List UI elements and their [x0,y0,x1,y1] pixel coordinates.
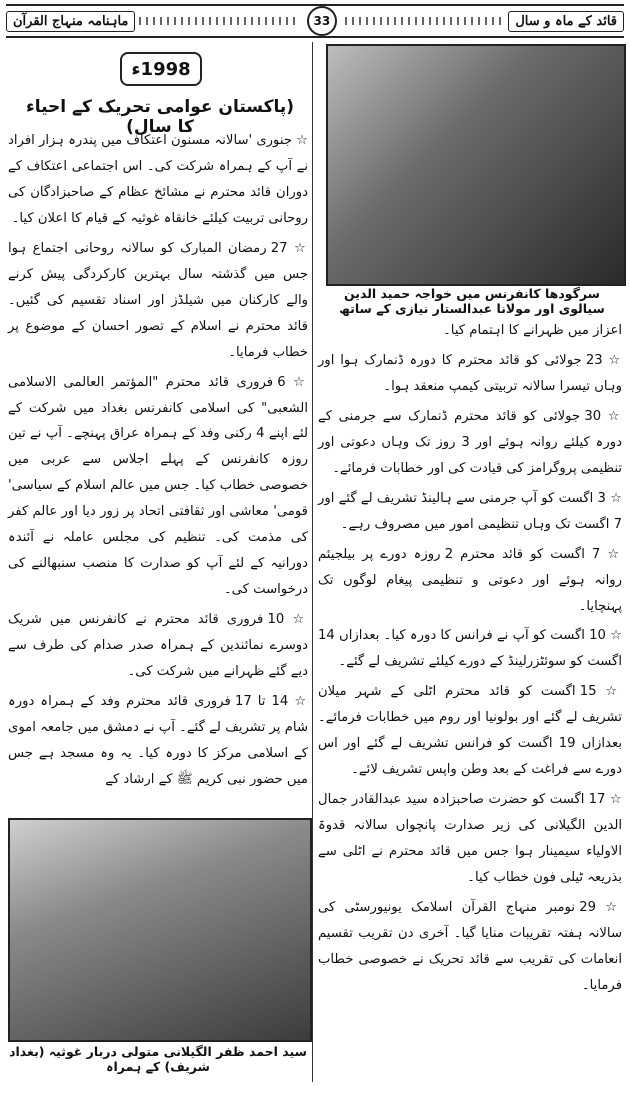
paragraph: ☆ 6 فروری قائد محترم "المؤتمر العالمی الاسلامی الشعبی" کی اسلامی کانفرنس بغداد میں شرکت کے لئے اپنے 4 رکنی وفد کے ہمراہ عراق پہنچے۔ آپ نے تین روزہ کانفرنس کے پہلے اجلاس سے عربی میں خصوصی خطاب کیا۔ جس میں عالم اسلام کے سیاسی' قومی' معاشی اور ثقافتی اتحاد پر زور دیا اور عالم کفر کی مذمت کی۔ تنظیم کی مجلس عاملہ نے آئندہ دورانیہ کے لئے آپ کو صدارت کا منصب سنبھالنے کی درخواست کی۔ [8,374,309,598]
header-ornament-strip [135,6,508,36]
section-title: قائد کے ماہ و سال [508,11,624,32]
paragraph: ☆ جنوری 'سالانہ مسنون اعتکاف میں پندرہ ہزار افراد نے آپ کے ہمراہ شرکت کی۔ اس اجتماعی اعتکاف کے دوران قائد محترم نے مشائخ عظام کے صاحبزادگان کی روحانی تربیت کیلئے خانقاہ غوثیہ کے قیام کا اعلان کیا۔ [8,133,308,226]
photo-caption-top: سرگودھا کانفرنس میں خواجہ حمید الدین سیالوی اور مولانا عبدالستار نیازی کے ساتھ [339,286,605,316]
paragraph: ☆ 29 نومبر منہاج القرآن اسلامک یونیورسٹی کی سالانہ ہفتہ تقریبات منایا گیا۔ آخری دن تقریب تقسیم انعامات کی تقریب سے قائد تحریک نے خصوصی خطاب فرمایا۔ [318,900,623,993]
paragraph: ☆ 17 اگست کو حضرت صاحبزادہ سید عبدالقادر جمال الدین الگیلانی کی زیر صدارت پانچواں سالانہ قدوۃ الاولیاء سیمینار ہوا جس میں قائد محترم نے اٹلی سے بذریعہ ٹیلی فون خطاب کیا۔ [318,792,623,886]
magazine-title: ماہنامہ منہاج القرآن [6,11,135,32]
photo-gilani-meeting [8,818,312,1042]
photo-sargodha-conference [326,44,626,286]
paragraph: اعزاز میں ظہرانے کا اہتمام کیا۔ [443,323,622,338]
paragraph: ☆ 10 اگست کو آپ نے فرانس کا دورہ کیا۔ بعدازاں 14 اگست کو سوئٹزرلینڈ کے دورے کیلئے تشریف لے گئے۔ [318,628,623,670]
year-box: 1998ء [120,52,202,86]
paragraph: ☆ 27 رمضان المبارک کو سالانہ روحانی اجتماع ہوا جس میں گذشتہ سال بہترین کارکردگی پیش کرنے والے کارکنان میں شیلڈز اور اسناد تقسیم کی گئیں۔ قائد محترم نے اسلام کے تصور احسان کے موضوع پر خطاب فرمایا۔ [8,240,309,360]
paragraph: ☆ 30 جولائی کو قائد محترم ڈنمارک سے جرمنی کے دورہ کیلئے روانہ ہوئے اور 3 روز تک وہاں دعوتی اور تنظیمی پروگرامز کی قیادت کی اور خطابات فرمائے۔ [318,408,623,476]
paragraph: ☆ 14 تا 17 فروری قائد محترم وفد کے ہمراہ دورہ شام پر تشریف لے گئے۔ آپ نے دمشق میں جامعہ اموی کے اسلامی مرکز کا دورہ کیا۔ یہ وہ مسجد ہے جس میں حضور نبی کریم ﷺ کے ارشاد کے [8,694,309,787]
paragraph: ☆ 15 اگست کو قائد محترم اٹلی کے شہر میلان تشریف لے گئے اور بولونیا اور روم میں خطابات فرمائے۔ بعدازاں 19 اگست کو فرانس تشریف لے گئے اور اس دورے سے فراغت کے بعد وطن واپس تشریف لائے۔ [318,684,622,778]
paragraph: ☆ 23 جولائی کو قائد محترم کا دورہ ڈنمارک ہوا اور وہاں تیسرا سالانہ تربیتی کیمپ منعقد ہوا۔ [318,352,622,394]
column-divider [312,42,313,1082]
paragraph: ☆ 10 فروری قائد محترم نے کانفرنس میں شریک دوسرے نمائندین کے ہمراہ صدر صدام کی طرف سے دیے گئے ظہرانے میں شرکت کی۔ [8,612,308,680]
left-column [8,128,308,797]
photo-caption-bottom: سید احمد ظفر الگیلانی متولی دربار غوثیہ (بغداد شریف) کے ہمراہ [9,1044,307,1074]
paragraph: ☆ 3 اگست کو آپ جرمنی سے ہالینڈ تشریف لے گئے اور 7 اگست تک وہاں تنظیمی امور میں مصروف رہے۔ [318,490,623,532]
year-subtitle: (پاکستان عوامی تحریک کے احیاء کا سال) [26,97,294,137]
ornament-left [345,17,504,25]
paragraph: ☆ 7 اگست کو قائد محترم 2 روزہ دورے پر بیلجیئم روانہ ہوئے اور دعوتی و تنظیمی پیغام لوگوں تک پہنچایا۔ [318,546,623,614]
right-column [318,318,622,1003]
ornament-right [139,17,298,25]
page-header [6,4,624,38]
page-number: 33 [307,6,337,36]
